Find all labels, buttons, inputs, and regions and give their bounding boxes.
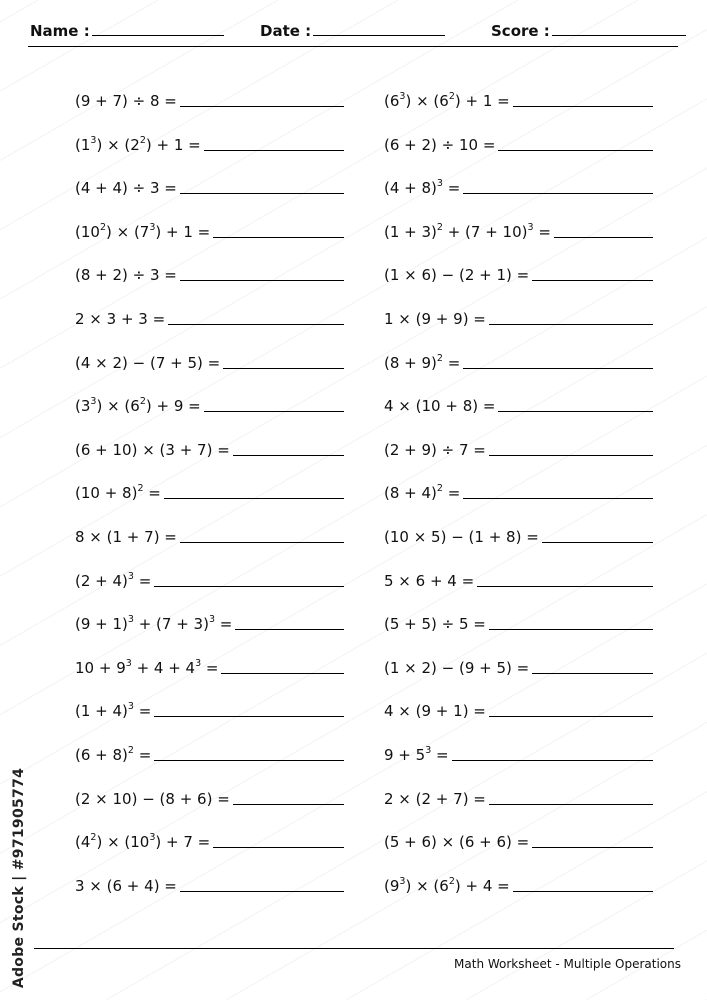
answer-line[interactable] — [180, 890, 344, 892]
answer-line[interactable] — [532, 846, 653, 848]
stock-watermark-text: Adobe Stock | #971905774 — [11, 767, 27, 989]
footer-divider — [34, 948, 674, 949]
problem-expression: 4 × (9 + 1) = — [384, 702, 486, 721]
problem-expression: (5 + 5) ÷ 5 = — [384, 615, 486, 634]
problem-expression: $(10 + 8)^2$ = — [75, 483, 161, 503]
problem-right-10 — [384, 478, 653, 502]
name-label: Name : — [30, 22, 90, 40]
problem-expression: $(6 + 8)^2$ = — [75, 745, 152, 764]
problem-expression: $(6^3) \times (6^2) + 1$ = — [384, 91, 510, 110]
problem-right-15 — [384, 696, 653, 720]
answer-line[interactable] — [489, 628, 653, 630]
problem-left-11 — [75, 522, 344, 546]
answer-line[interactable] — [513, 105, 653, 107]
problem-expression: $(1 + 3)^2 + (7 + 10)^3$ = — [384, 221, 551, 241]
answer-line[interactable] — [513, 890, 653, 892]
answer-line[interactable] — [477, 585, 653, 587]
problem-left-15 — [75, 696, 344, 720]
problem-right-11 — [384, 522, 653, 546]
problem-right-12 — [384, 566, 653, 590]
problem-left-14 — [75, 653, 344, 677]
answer-line[interactable] — [233, 454, 344, 456]
problem-left-6 — [75, 304, 344, 328]
problem-expression: 1 × (9 + 9) = — [384, 310, 486, 328]
answer-line[interactable] — [463, 192, 653, 194]
problem-left-13 — [75, 609, 344, 633]
problem-expression: 3 × (6 + 4) = — [75, 876, 177, 895]
problem-left-3 — [75, 173, 344, 197]
problem-left-10 — [75, 478, 344, 502]
problem-expression: 4 × (10 + 8) = — [384, 397, 496, 416]
answer-line[interactable] — [233, 803, 344, 805]
answer-line[interactable] — [498, 410, 653, 412]
problem-expression: (5 + 6) × (6 + 6) = — [384, 833, 530, 852]
problem-expression: $(10^2) \times (7^3) + 1$ = — [75, 221, 211, 241]
problem-expression: $(3^3) \times (6^2) + 9$ = — [75, 396, 201, 416]
problem-expression: (4 + 4) ÷ 3 = — [75, 179, 177, 198]
answer-line[interactable] — [542, 541, 653, 543]
answer-line[interactable] — [180, 541, 344, 543]
answer-line[interactable] — [463, 367, 653, 369]
problem-right-16 — [384, 740, 653, 764]
answer-line[interactable] — [180, 192, 344, 194]
answer-line[interactable] — [180, 279, 344, 281]
answer-line[interactable] — [168, 323, 344, 325]
problem-left-2 — [75, 130, 344, 154]
problem-left-17 — [75, 784, 344, 808]
problem-expression: $10 + 9^3 + 4 + 4^3$ = — [75, 657, 219, 677]
answer-line[interactable] — [452, 759, 653, 761]
answer-line[interactable] — [489, 454, 653, 456]
problem-left-4 — [75, 217, 344, 241]
problem-expression: (4 × 2) − (7 + 5) = — [75, 353, 221, 372]
problem-expression: 2 × 3 + 3 = — [75, 310, 166, 328]
problem-right-1 — [384, 86, 653, 110]
problem-right-5 — [384, 260, 653, 284]
problem-right-3 — [384, 173, 653, 197]
answer-line[interactable] — [223, 367, 344, 369]
answer-line[interactable] — [221, 672, 344, 674]
problem-right-2 — [384, 130, 653, 154]
problem-right-4 — [384, 217, 653, 241]
problem-expression: $9 + 5^3$ = — [384, 745, 449, 764]
problem-expression: (6 + 10) × (3 + 7) = — [75, 440, 230, 459]
problem-right-13 — [384, 609, 653, 633]
answer-line[interactable] — [554, 236, 653, 238]
problem-left-18 — [75, 827, 344, 851]
stock-watermark — [6, 768, 32, 988]
answer-line[interactable] — [489, 323, 653, 325]
problem-left-1 — [75, 86, 344, 110]
problem-left-8 — [75, 391, 344, 415]
problem-right-7 — [384, 348, 653, 372]
problem-left-9 — [75, 435, 344, 459]
problem-expression: $(8 + 4)^2$ = — [384, 483, 461, 503]
problem-expression: $(4^2) \times (10^3) + 7$ = — [75, 832, 211, 852]
problem-expression: (2 × 10) − (8 + 6) = — [75, 789, 230, 808]
problem-right-18 — [384, 827, 653, 851]
problem-expression: (9 + 7) ÷ 8 = — [75, 92, 177, 110]
answer-line[interactable] — [154, 585, 344, 587]
answer-line[interactable] — [213, 236, 344, 238]
answer-line[interactable] — [204, 410, 344, 412]
problem-expression: (10 × 5) − (1 + 8) = — [384, 528, 539, 546]
answer-line[interactable] — [164, 497, 344, 499]
problem-expression: $(4 + 8)^3$ = — [384, 178, 461, 198]
problem-expression: $(2 + 4)^3$ = — [75, 570, 152, 590]
date-label: Date : — [260, 22, 312, 40]
problem-expression: $(9 + 1)^3 + (7 + 3)^3$ = — [75, 614, 233, 634]
problem-expression: (6 + 2) ÷ 10 = — [384, 135, 496, 154]
answer-line[interactable] — [463, 497, 653, 499]
problem-expression: 5 × 6 + 4 = — [384, 571, 475, 590]
problem-left-12 — [75, 566, 344, 590]
problem-right-9 — [384, 435, 653, 459]
problem-right-17 — [384, 784, 653, 808]
problem-right-8 — [384, 391, 653, 415]
problem-left-19 — [75, 871, 344, 895]
problem-expression: $(1 + 4)^3$ = — [75, 701, 152, 721]
problem-left-16 — [75, 740, 344, 764]
problem-expression: $(1^3) \times (2^2) + 1$ = — [75, 134, 201, 154]
footer-title: Math Worksheet - Multiple Operations — [454, 957, 681, 971]
problem-right-14 — [384, 653, 653, 677]
problem-expression: (1 × 6) − (2 + 1) = — [384, 266, 530, 285]
answer-line[interactable] — [204, 149, 344, 151]
problem-expression: 8 × (1 + 7) = — [75, 528, 177, 546]
answer-line[interactable] — [154, 759, 344, 761]
problem-expression: (1 × 2) − (9 + 5) = — [384, 658, 530, 677]
answer-line[interactable] — [154, 715, 344, 717]
problem-left-7 — [75, 348, 344, 372]
problem-right-19 — [384, 871, 653, 895]
problem-expression: (2 + 9) ÷ 7 = — [384, 440, 486, 459]
answer-line[interactable] — [235, 628, 344, 630]
answer-line[interactable] — [489, 715, 653, 717]
problem-right-6 — [384, 304, 653, 328]
answer-line[interactable] — [532, 279, 653, 281]
problem-expression: 2 × (2 + 7) = — [384, 789, 486, 808]
problem-expression: $(9^3) \times (6^2) + 4$ = — [384, 875, 510, 895]
problem-expression: (8 + 2) ÷ 3 = — [75, 266, 177, 285]
answer-line[interactable] — [180, 105, 344, 107]
answer-line[interactable] — [498, 149, 653, 151]
answer-line[interactable] — [489, 803, 653, 805]
score-label: Score : — [491, 22, 550, 40]
problem-left-5 — [75, 260, 344, 284]
answer-line[interactable] — [532, 672, 653, 674]
problem-expression: $(8 + 9)^2$ = — [384, 352, 461, 372]
answer-line[interactable] — [213, 846, 344, 848]
